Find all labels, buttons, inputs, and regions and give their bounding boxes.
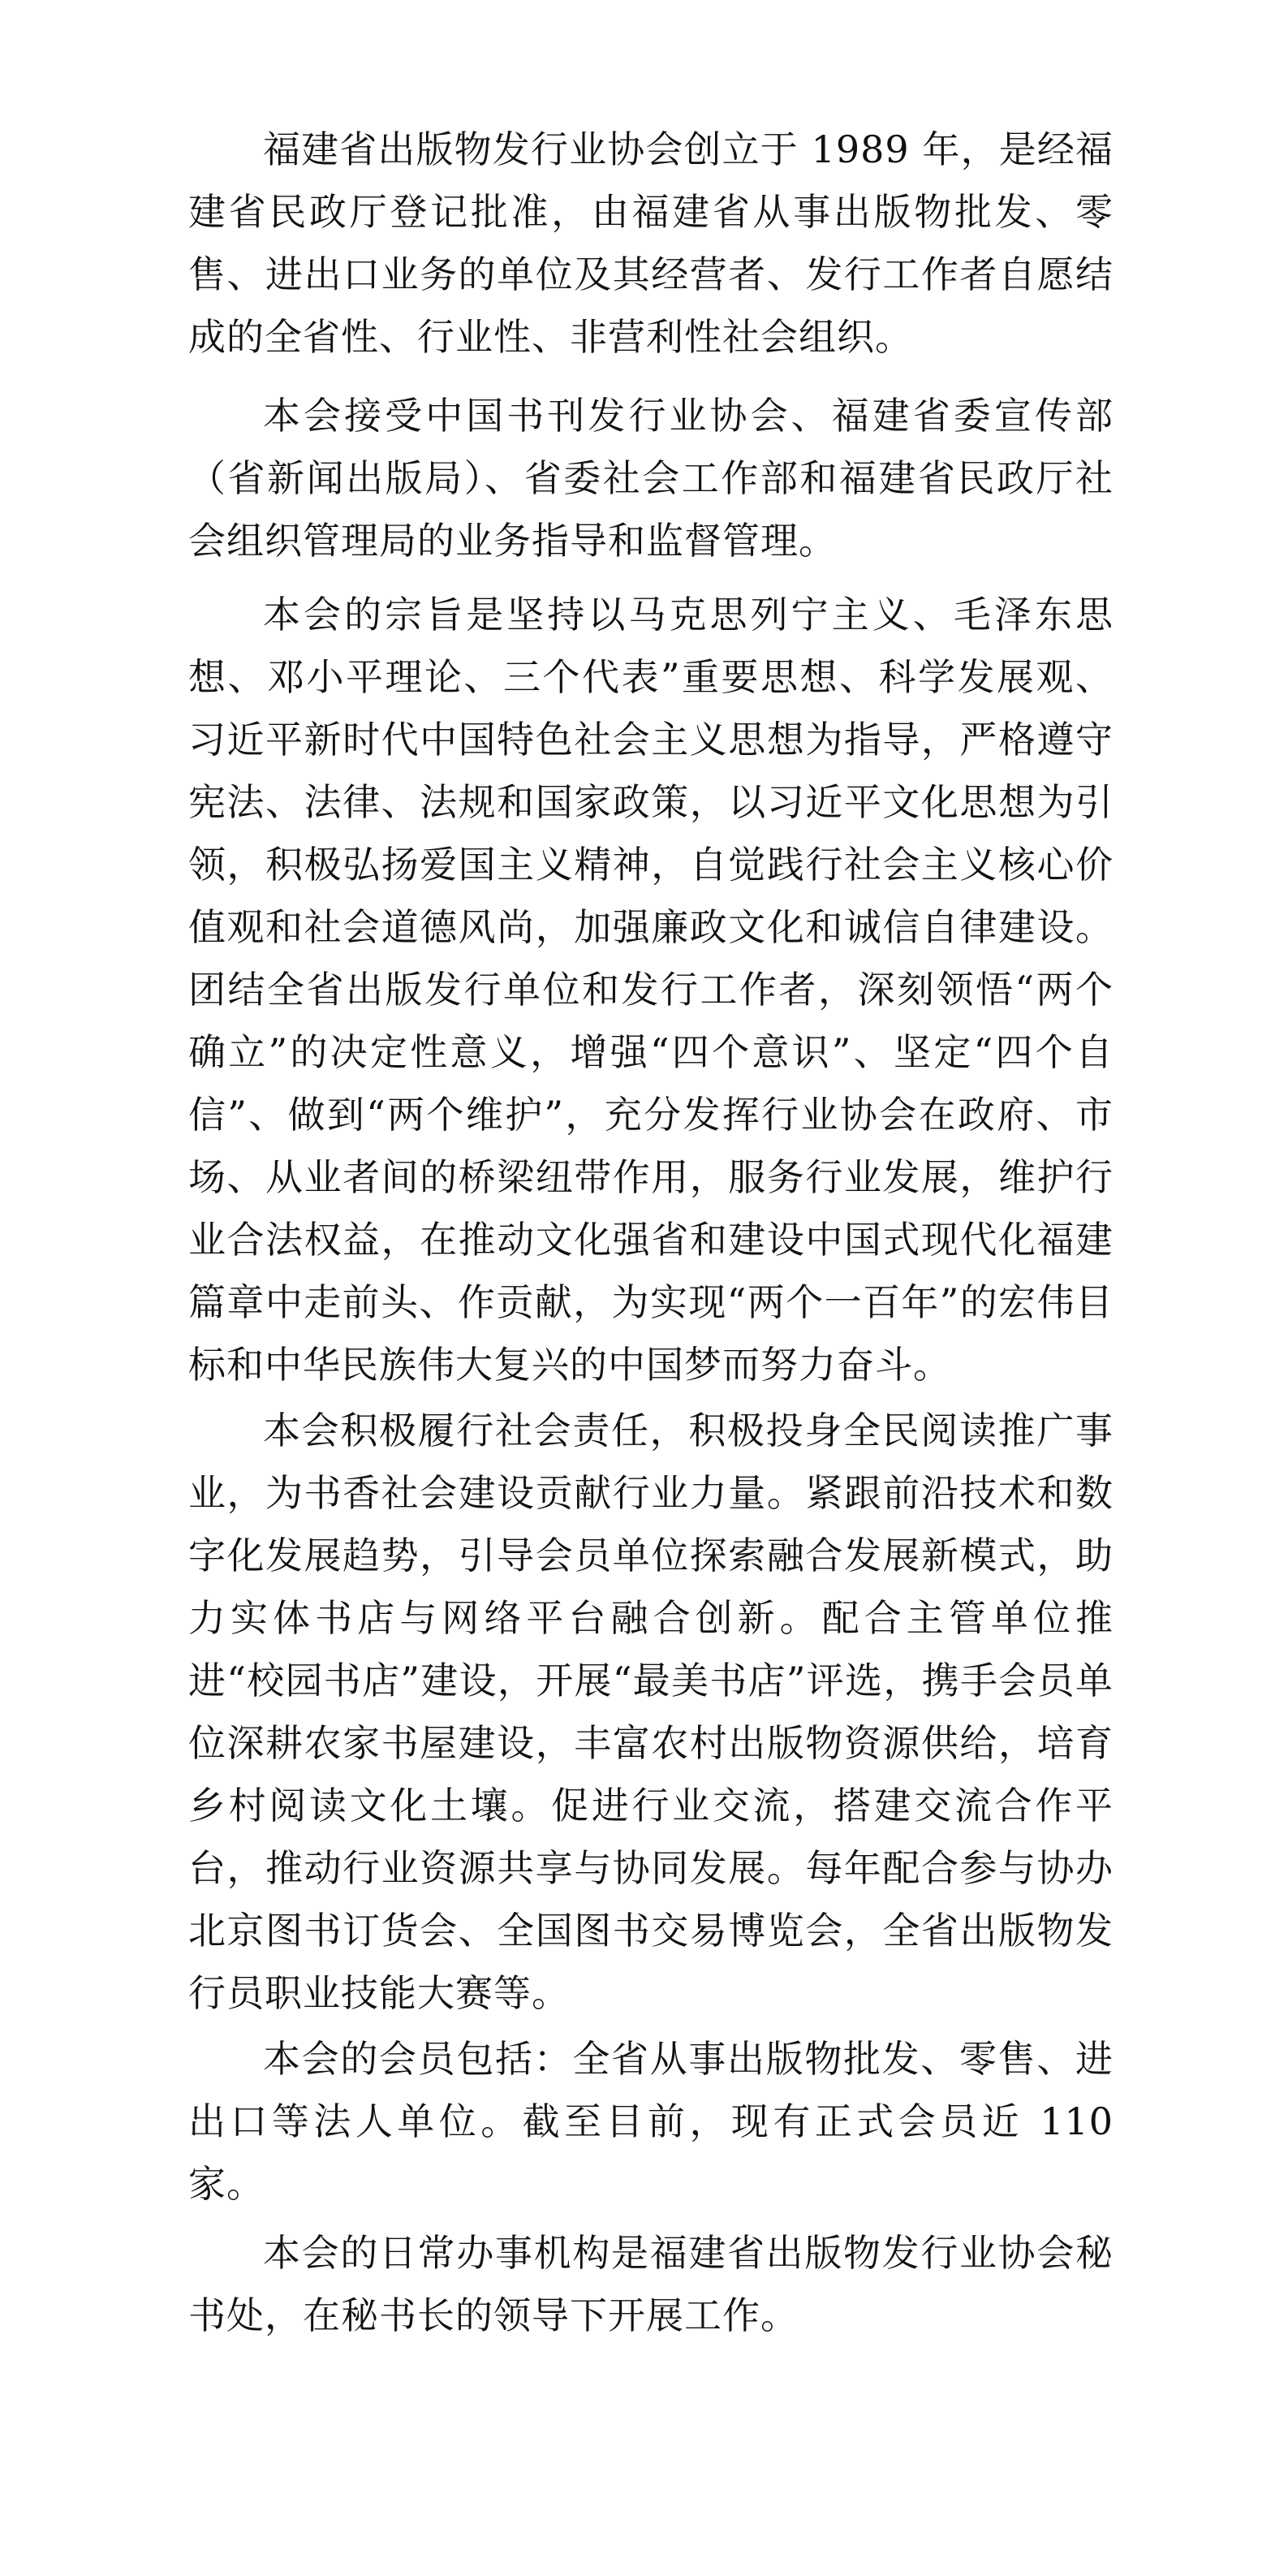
paragraph-responsibility: 本会积极履行社会责任，积极投身全民阅读推广事业，为书香社会建设贡献行业力量。紧跟前沿技术和数字化发展趋势，引导会员单位探索融合发展新模式，助力实体书店与网络平台融合创新。配合主管单位推进“校园书店”建设，开展“最美书店”评选，携手会员单位深耕农家书屋建设，丰富农村出版物资源供给，培育乡村阅读文化土壤。促进行业交流，搭建交流合作平台，推动行业资源共享与协同发展。每年配合参与协办北京图书订货会、全国图书交易博览会，全省出版物发行员职业技能大赛等。 — [188, 1409, 1114, 2015]
paragraph-secretariat: 本会的日常办事机构是福建省出版物发行业协会秘书处，在秘书长的领导下开展工作。 — [188, 2231, 1114, 2337]
paragraph-founding: 福建省出版物发行业协会创立于 1989 年，是经福建省民政厅登记批准，由福建省从事出版物批发、零售、进出口业务的单位及其经营者、发行工作者自愿结成的全省性、行业性、非营利性社会组织。 — [188, 127, 1114, 359]
document-body — [188, 119, 1114, 2347]
paragraph-purpose: 本会的宗旨是坚持以马克思列宁主义、毛泽东思想、邓小平理论、三个代表”重要思想、科学发展观、习近平新时代中国特色社会主义思想为指导，严格遵守宪法、法律、法规和国家政策，以习近平文化思想为引领，积极弘扬爱国主义精神，自觉践行社会主义核心价值观和社会道德风尚，加强廉政文化和诚信自律建设。团结全省出版发行单位和发行工作者，深刻领悟“两个确立”的决定性意义，增强“四个意识”、坚定“四个自信”、做到“两个维护”，充分发挥行业协会在政府、市场、从业者间的桥梁纽带作用，服务行业发展，维护行业合法权益，在推动文化强省和建设中国式现代化福建篇章中走前头、作贡献，为实现“两个一百年”的宏伟目标和中华民族伟大复兴的中国梦而努力奋斗。 — [188, 593, 1114, 1387]
paragraph-supervision: 本会接受中国书刊发行业协会、福建省委宣传部（省新闻出版局）、省委社会工作部和福建省民政厅社会组织管理局的业务指导和监督管理。 — [188, 394, 1114, 563]
paragraph-members: 本会的会员包括：全省从事出版物批发、零售、进出口等法人单位。截至目前，现有正式会员近 110 家。 — [188, 2037, 1114, 2206]
